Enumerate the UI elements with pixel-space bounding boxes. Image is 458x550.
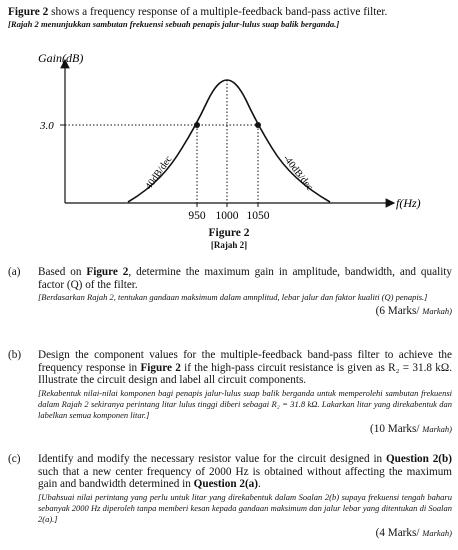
question-a-marks: (6 Marks/ Markah) xyxy=(375,305,452,318)
cutoff-point-high xyxy=(255,122,261,128)
tick-label-1000: 1000 xyxy=(215,210,239,222)
cutoff-point-low xyxy=(194,122,200,128)
question-c-marks: (4 Marks/ Markah) xyxy=(375,526,452,539)
question-b-text: Design the component values for the multiple-feedback band-pass filter to achieve the frequency response in Figure 2 if the high-pass circuit resistance is given as R₂ = 31.8 kΩ. Illustrate the circuit design and label all circuit components. xyxy=(38,349,452,387)
intro-text: shows a frequency response of a multiple-feedback band-pass active filter. xyxy=(48,6,388,18)
intro-malay: [Rajah 2 menunjukkan sambutan frekuensi sebuah penapis jalur-lulus suap balik berganda.] xyxy=(8,19,340,29)
question-c-label: (c) xyxy=(8,453,21,465)
question-a xyxy=(8,266,452,318)
question-a-malay: [Berdasarkan Rajah 2, tentukan gandaan maksimum dalam amnplitud, lebar jalur dan faktor kualiti (Q) penapis.] xyxy=(38,292,428,303)
question-b-malay: [Rekabentuk nilai-nilai komponen bagi penapis jalur-lulus suap balik berganda untuk memperolehi sambutan frekuensi dalam Rajah 2 sekiranya perintang litar lulus tinggi diberi sebagai R₂ = 31.8 kΩ. Lakarkan litar yang direkabentuk dan labelkan semua komponen litar.] xyxy=(38,387,452,420)
question-a-label: (a) xyxy=(8,266,21,278)
x-axis-label: f(Hz) xyxy=(396,196,421,210)
question-c-malay: [Ubahsuai nilai perintang yang perlu untuk litar yang direkabentuk dalam Soalan 2(b) supaya frekuensi tengah baharu sebanyak 2000 Hz diperoleh tanpa memberi kesan kepada gandaan maksimum dan jalur lebar yang ditentukan di Soalan 2(a).] xyxy=(38,491,452,524)
question-a-text: Based on Figure 2, determine the maximum gain in amplitude, bandwidth, and quality factor (Q) of the filter. xyxy=(38,266,452,291)
intro-figure-ref: Figure 2 xyxy=(8,6,49,18)
question-b-label: (b) xyxy=(8,349,22,361)
left-slope-label: 40dB/dec xyxy=(143,154,175,192)
intro-sentence xyxy=(8,6,452,19)
question-b-marks: (10 Marks/ Markah) xyxy=(370,422,452,435)
level-label: 3.0 xyxy=(40,120,54,132)
question-c xyxy=(8,453,452,539)
question-b xyxy=(8,349,452,435)
figure-caption: Figure 2 xyxy=(208,227,250,239)
y-axis-label: Gain(dB) xyxy=(38,51,84,65)
frequency-response-figure xyxy=(0,34,458,226)
figure-caption-malay: [Rajah 2] xyxy=(210,240,248,250)
question-c-text: Identify and modify the necessary resistor value for the circuit designed in Question 2(b) such that a new center frequency of 2000 Hz is obtained without affecting the maximum gain and bandwidth determined in Question 2(a). xyxy=(38,453,452,491)
tick-label-1050: 1050 xyxy=(246,210,270,222)
right-slope-label: -40dB/dec xyxy=(280,153,315,193)
tick-label-950: 950 xyxy=(188,210,206,222)
